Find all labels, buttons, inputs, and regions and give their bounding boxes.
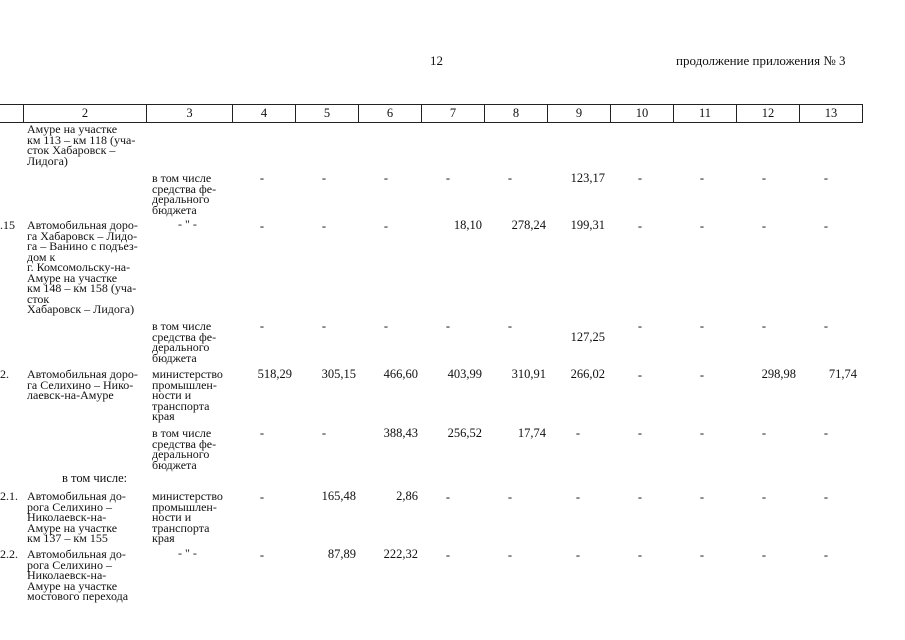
col-header-4: 4: [233, 105, 296, 123]
row-115-c8: 278,24: [511, 218, 546, 232]
row-21-c13: -: [823, 490, 829, 504]
row-115-number: .15: [0, 218, 15, 232]
row-115-fed-c13: -: [823, 319, 829, 333]
row-22-c6: 222,32: [383, 547, 418, 561]
row-a-fed-c11: -: [699, 171, 705, 185]
row-115-fed-c8: -: [507, 319, 513, 333]
row-2-fed-c10: -: [637, 426, 643, 440]
row-115-fed-c10: -: [637, 319, 643, 333]
col-header-6: 6: [359, 105, 422, 123]
row-115-fed-executor: в том числе средства фе- дерального бюджета: [152, 319, 217, 365]
row-21-c12: -: [761, 490, 767, 504]
col-header-13: 13: [800, 105, 863, 123]
row-115-c10: -: [637, 219, 643, 233]
col-header-1: [0, 105, 24, 123]
continuation-note: продолжение приложения № 3: [676, 53, 846, 68]
row-a-fed-c12: -: [761, 171, 767, 185]
row-2-fed-c12: -: [761, 426, 767, 440]
row-115-fed-c6: -: [383, 319, 389, 333]
row-a-fed-c5: -: [321, 171, 327, 185]
row-115-c13: -: [823, 219, 829, 233]
row-2-executor: министерство промышлен- ности и транспорта края: [152, 367, 223, 423]
row-2-fed-c13: -: [823, 426, 829, 440]
row-22-name: Автомобильная до- рога Селихино – Николаевск-на- Амуре на участке мостового перехода: [27, 547, 129, 603]
row-2-c5: 305,15: [321, 367, 356, 381]
col-header-2: 2: [24, 105, 147, 123]
row-22-c8: -: [507, 548, 513, 562]
row-2-c13: 71,74: [828, 367, 857, 381]
row-115-c4: -: [259, 219, 265, 233]
row-2-fed-c4: -: [259, 426, 265, 440]
row-2-c6: 466,60: [383, 367, 418, 381]
row-2-c7: 403,99: [447, 367, 482, 381]
including-label: в том числе:: [62, 471, 128, 485]
row-115-fed-c12: -: [761, 319, 767, 333]
row-22-number: 2.2.: [0, 547, 18, 561]
row-21-c4: -: [259, 490, 265, 504]
col-header-7: 7: [422, 105, 485, 123]
row-21-name: Автомобильная до- рога Селихино – Николаевск-на- Амуре на участке км 137 – км 155: [27, 489, 126, 545]
row-22-c9: -: [575, 548, 581, 562]
row-2-fed-c7: 256,52: [447, 426, 482, 440]
row-22-executor: - " -: [178, 546, 197, 560]
row-a-fed-c13: -: [823, 171, 829, 185]
col-header-11: 11: [674, 105, 737, 123]
row-2-name: Автомобильная доро- га Селихино – Нико- лаевск-на-Амуре: [27, 367, 138, 402]
row-2-fed-c11: -: [699, 426, 705, 440]
col-header-5: 5: [296, 105, 359, 123]
row-22-c12: -: [761, 548, 767, 562]
row-115-fed-c7: -: [445, 319, 451, 333]
row-22-c4: -: [259, 548, 265, 562]
row-2-fed-c9: -: [575, 426, 581, 440]
row-21-c9: -: [575, 490, 581, 504]
row-a-fed-c4: -: [259, 171, 265, 185]
row-22-c7: -: [445, 548, 451, 562]
row-115-executor: - " -: [178, 217, 197, 231]
row-115-c11: -: [699, 219, 705, 233]
row-22-c13: -: [823, 548, 829, 562]
row-2-number: 2.: [0, 367, 9, 381]
row-22-c11: -: [699, 548, 705, 562]
row-2-fed-executor: в том числе средства фе- дерального бюджета: [152, 426, 217, 472]
row-115-fed-c9: 127,25: [570, 330, 605, 344]
row-21-number: 2.1.: [0, 489, 18, 503]
row-a-fed-executor: в том числе средства фе- дерального бюджета: [152, 171, 217, 217]
row-21-c11: -: [699, 490, 705, 504]
row-115-fed-c11: -: [699, 319, 705, 333]
column-header-row: [0, 104, 863, 123]
row-2-c4: 518,29: [257, 367, 292, 381]
row-2-c8: 310,91: [511, 367, 546, 381]
row-2-c11: -: [699, 368, 705, 382]
row-a-fed-c10: -: [637, 171, 643, 185]
row-115-name: Автомобильная доро- га Хабаровск – Лидо- га – Ванино с подъез- дом к г. Комсомольску-на- Амуре на участке км 148 – км 158 (уча- сток Хабаровск – Лидога): [27, 218, 138, 316]
row-a-fed-c7: -: [445, 171, 451, 185]
row-2-fed-c8: 17,74: [517, 426, 546, 440]
row-22-c5: 87,89: [327, 547, 356, 561]
row-115-c7: 18,10: [453, 218, 482, 232]
row-2-c12: 298,98: [761, 367, 796, 381]
col-header-10: 10: [611, 105, 674, 123]
page-number: 12: [430, 53, 443, 68]
col-header-12: 12: [737, 105, 800, 123]
row-21-executor: министерство промышлен- ности и транспорта края: [152, 489, 223, 545]
row-115-fed-c4: -: [259, 319, 265, 333]
row-2-c9: 266,02: [570, 367, 605, 381]
row-21-c8: -: [507, 490, 513, 504]
row-21-c6: 2,86: [396, 489, 418, 503]
row-a-fed-c6: -: [383, 171, 389, 185]
row-22-c10: -: [637, 548, 643, 562]
row-21-c5: 165,48: [321, 489, 356, 503]
row-115-c6: -: [383, 219, 389, 233]
row-21-c10: -: [637, 490, 643, 504]
row-115-c5: -: [321, 219, 327, 233]
col-header-9: 9: [548, 105, 611, 123]
row-2-fed-c5: -: [321, 426, 327, 440]
row-115-fed-c5: -: [321, 319, 327, 333]
row-a-fed-c9: 123,17: [570, 171, 605, 185]
row-21-c7: -: [445, 490, 451, 504]
row-a-fed-c8: -: [507, 171, 513, 185]
row-2-fed-c6: 388,43: [383, 426, 418, 440]
col-header-3: 3: [147, 105, 233, 123]
row-115-c9: 199,31: [570, 218, 605, 232]
row-115-c12: -: [761, 219, 767, 233]
row-a-name: Амуре на участке км 113 – км 118 (уча- сток Хабаровск – Лидога): [27, 122, 136, 168]
col-header-8: 8: [485, 105, 548, 123]
row-2-c10: -: [637, 368, 643, 382]
